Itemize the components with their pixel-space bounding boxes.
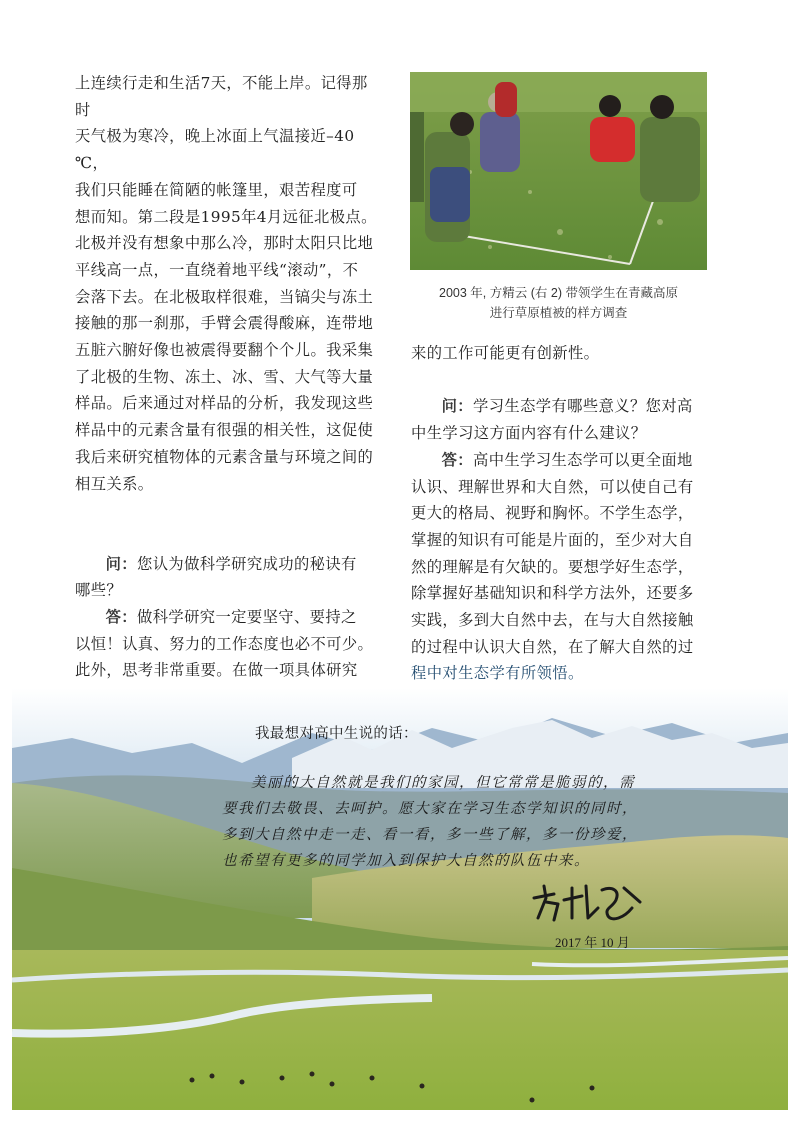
- signature: [528, 878, 650, 926]
- answer-tag: 答：: [105, 608, 137, 627]
- answer-text: 做科学研究一定要坚守、要持之: [137, 608, 357, 627]
- answer-2: [411, 447, 711, 474]
- message-line: 也希望有更多的同学加入到保护大自然的队伍中来。: [222, 853, 590, 869]
- body-line: 我后来研究植物体的元素含量与环境之间的: [75, 447, 374, 466]
- body-line: 会落下去。在北极取样很难，当镐尖与冻土: [75, 287, 374, 306]
- body-line: 接触的那一刹那，手臂会震得酸麻，连带地: [75, 314, 374, 333]
- left-column: [75, 70, 383, 764]
- body-line: 了北极的生物、冻土、冰、雪、大气等大量: [75, 367, 374, 386]
- field-survey-photo: [410, 72, 707, 270]
- body-line: 实践，多到大自然中去，在与大自然接触: [411, 611, 694, 630]
- body-line: 以恒！认真、努力的工作态度也必不可少。: [75, 634, 374, 653]
- body-line: 平线高一点，一直绕着地平线“滚动”，不: [75, 260, 359, 279]
- question-2: [411, 393, 711, 420]
- question-text-cont: 哪些？: [75, 581, 123, 600]
- message-line: 多到大自然中走一走、看一看，多一些了解，多一份珍爱，: [222, 827, 638, 843]
- body-line: 北极并没有想象中那么冷，那时太阳只比地: [75, 234, 374, 253]
- answer-tag: 答：: [441, 450, 473, 469]
- question-1: [75, 551, 383, 578]
- body-line: 想而知。第二段是1995年4月远征北极点。: [75, 207, 377, 226]
- caption-line: 2003 年, 方精云 (右 2) 带领学生在青藏高原: [439, 286, 678, 300]
- question-text: 您认为做科学研究成功的秘诀有: [137, 554, 357, 573]
- question-tag: 问：: [105, 554, 137, 573]
- answer-text: 高中生学习生态学可以更全面地: [473, 450, 693, 469]
- banner-title: 我最想对高中生说的话：: [255, 726, 418, 742]
- question-tag: 问：: [441, 397, 473, 416]
- body-line: 来的工作可能更有创新性。: [411, 344, 600, 362]
- body-line: 我们只能睡在简陋的帐篷里，艰苦程度可: [75, 180, 358, 199]
- spacer: [75, 497, 383, 524]
- landscape-background: [12, 688, 788, 1110]
- body-line: 认识、理解世界和大自然，可以使自己有: [411, 477, 694, 496]
- photo-illustration: [410, 72, 707, 270]
- spacer: [75, 524, 383, 551]
- caption-line: 进行草原植被的样方调查: [489, 306, 628, 320]
- answer-1: [75, 604, 383, 631]
- message-line: 美丽的大自然就是我们的家园，但它常常是脆弱的，需: [251, 775, 635, 791]
- body-line: 然的理解是有欠缺的。要想学好生态学，: [411, 557, 694, 576]
- right-column: [411, 340, 711, 687]
- message-line: 要我们去敬畏、去呵护。愿大家在学习生态学知识的同时，: [222, 801, 638, 817]
- body-line: 除掌握好基础知识和科学方法外，还要多: [411, 584, 694, 603]
- body-line: 相互关系。: [75, 474, 154, 493]
- body-line: 掌握的知识有可能是片面的，至少对大自: [411, 530, 694, 549]
- body-line: 更大的格局、视野和胸怀。不学生态学，: [411, 504, 694, 523]
- body-line: 此外，思考非常重要。在做一项具体研究: [75, 661, 358, 680]
- handwritten-message: [222, 770, 662, 874]
- body-line: 样品。后来通过对样品的分析，我发现这些: [75, 394, 374, 413]
- question-text: 学习生态学有哪些意义？您对高: [473, 397, 693, 416]
- question-text-cont: 中生学习这方面内容有什么建议？: [411, 424, 647, 443]
- signature-date: 2017 年 10 月: [555, 935, 630, 950]
- body-line: 天气极为寒冷，晚上冰面上气温接近–40 ℃，: [75, 127, 355, 173]
- body-line: 五脏六腑好像也被震得要翻个个儿。我采集: [75, 341, 374, 360]
- body-line: 样品中的元素含量有很强的相关性，这促使: [75, 421, 374, 440]
- body-line: 上连续行走和生活7天，不能上岸。记得那时: [75, 74, 368, 119]
- photo-caption: [410, 283, 707, 323]
- body-line: 程中对生态学有所领悟。: [411, 664, 584, 683]
- spacer: [411, 367, 711, 394]
- body-line: 的过程中认识大自然，在了解大自然的过: [411, 637, 694, 656]
